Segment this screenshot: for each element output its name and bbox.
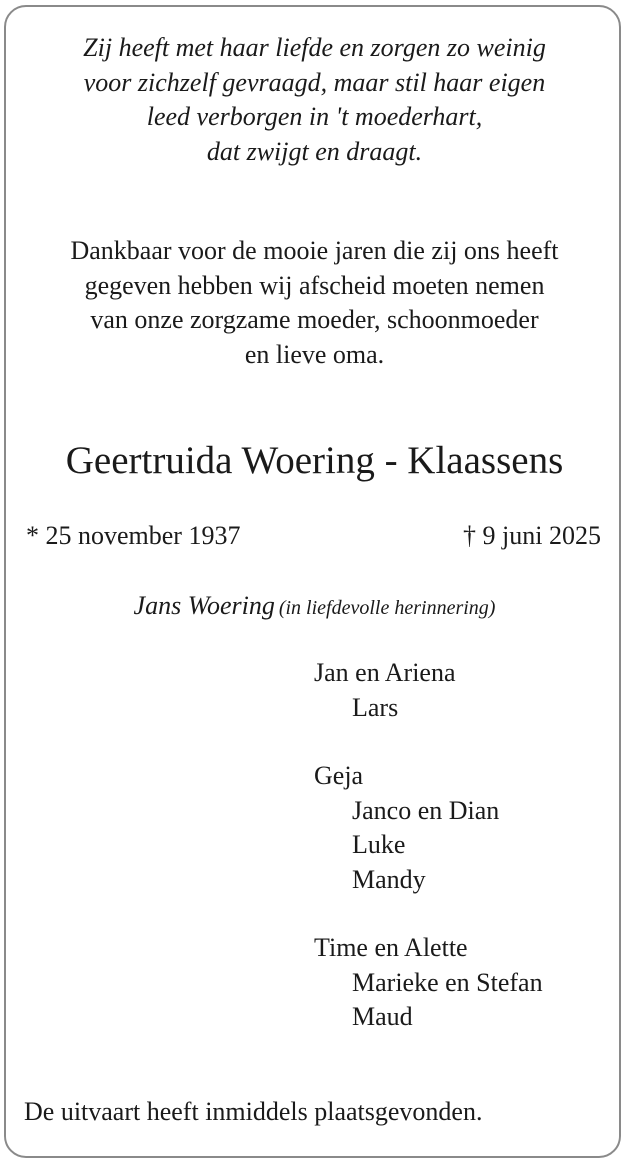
poem-line: leed verborgen in 't moederhart, xyxy=(146,102,483,131)
deceased-name: Geertruida Woering - Klaassens xyxy=(65,439,564,482)
family-child: Mandy xyxy=(352,864,426,894)
family-parent: Geja xyxy=(314,761,364,790)
family-group xyxy=(314,656,543,725)
family-child: Maud xyxy=(352,1002,413,1031)
intro-text xyxy=(0,234,629,372)
intro-line: en lieve oma. xyxy=(244,339,385,369)
memory-line xyxy=(0,589,629,627)
birth-date: * 25 november 1937 xyxy=(26,521,241,550)
family-list xyxy=(314,656,543,1069)
family-child: Janco en Dian xyxy=(352,795,500,825)
family-group xyxy=(314,931,543,1035)
intro-line: Dankbaar voor de mooie jaren die zij ons heeft xyxy=(70,236,559,265)
death-date: † 9 juni 2025 xyxy=(463,521,601,550)
intro-line: gegeven hebben wij afscheid moeten nemen xyxy=(84,270,545,300)
family-child: Luke xyxy=(352,830,406,859)
poem xyxy=(0,31,629,169)
family-group xyxy=(314,759,543,897)
memory-name: Jans Woering xyxy=(133,591,275,620)
poem-line: dat zwijgt en draagt. xyxy=(206,136,423,166)
poem-line: Zij heeft met haar liefde en zorgen zo weinig xyxy=(83,33,546,62)
family-parent: Jan en Ariena xyxy=(314,658,456,687)
family-parent: Time en Alette xyxy=(314,933,468,962)
poem-line: voor zichzelf gevraagd, maar stil haar eigen xyxy=(83,67,546,97)
memory-note: (in liefdevolle herinnering) xyxy=(278,597,496,619)
intro-line: van onze zorgzame moeder, schoonmoeder xyxy=(90,305,539,334)
family-child: Marieke en Stefan xyxy=(352,967,543,997)
family-child: Lars xyxy=(352,692,399,722)
funeral-note: De uitvaart heeft inmiddels plaatsgevonden. xyxy=(24,1097,483,1126)
